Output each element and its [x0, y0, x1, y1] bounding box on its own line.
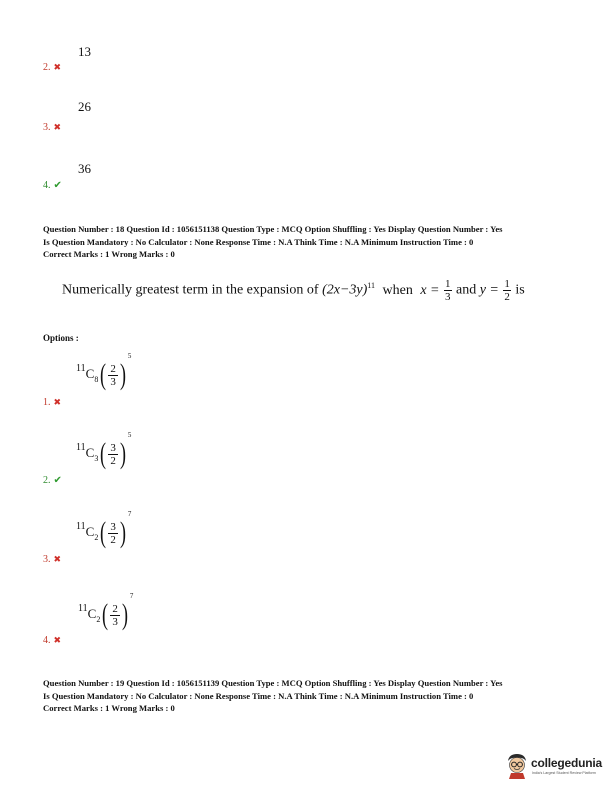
question-meta	[43, 677, 583, 715]
left-paren: (	[100, 437, 107, 471]
combination-c: C	[85, 524, 95, 539]
is-word: is	[515, 282, 525, 298]
option-number-label: 2.	[43, 475, 51, 486]
option-number-label: 3.	[43, 554, 51, 565]
cross-icon: ✖	[53, 636, 62, 646]
option-number	[43, 180, 62, 191]
collegedunia-logo	[505, 752, 609, 782]
mascot-icon	[505, 752, 529, 780]
cross-icon: ✖	[53, 555, 62, 565]
combination-c: C	[87, 606, 97, 621]
option-fraction	[108, 521, 118, 546]
options-label: Options :	[43, 333, 79, 343]
option-number	[43, 62, 61, 73]
left-paren: (	[100, 358, 107, 392]
fraction-numerator: 2	[112, 602, 118, 615]
fraction-numerator: 3	[110, 441, 116, 454]
y-variable: y =	[479, 282, 499, 298]
power-exponent: 5	[127, 431, 132, 439]
logo-tagline: India's Largest Student Review Platform	[532, 771, 596, 775]
power-exponent: 5	[127, 352, 132, 360]
right-paren: )	[121, 598, 128, 632]
fraction-numerator: 3	[110, 520, 116, 533]
y-denominator: 2	[504, 291, 510, 303]
option-expression	[76, 431, 131, 469]
combination-r: 3	[94, 454, 99, 463]
combination-c: C	[85, 366, 95, 381]
binomial: (2x−3y)	[322, 282, 368, 298]
option-fraction	[110, 603, 120, 628]
combination-r: 2	[96, 615, 101, 624]
fraction-denominator: 2	[110, 533, 116, 546]
logo-name: collegedunia	[531, 756, 602, 770]
cross-icon: ✖	[53, 123, 62, 133]
combination-n: 11	[76, 442, 86, 453]
and-word: and	[456, 282, 477, 298]
x-numerator: 1	[445, 278, 451, 290]
cross-icon: ✖	[53, 63, 62, 73]
question-meta	[43, 223, 583, 261]
option-number	[43, 122, 61, 133]
option-fraction	[108, 363, 118, 388]
option-number	[43, 554, 61, 565]
option-number-label: 2.	[43, 62, 51, 73]
combination-n: 11	[76, 363, 86, 374]
y-fraction	[503, 278, 511, 303]
combination-r: 2	[94, 533, 99, 542]
check-icon: ✔	[53, 475, 62, 486]
combination-n: 11	[78, 603, 88, 614]
x-denominator: 3	[445, 291, 451, 303]
answer-text: 36	[78, 161, 91, 176]
meta-line: Question Number : 18 Question Id : 1056151138 Question Type : MCQ Option Shuffling : Yes Display Question Number : Yes	[43, 224, 503, 234]
fraction-denominator: 3	[112, 615, 118, 628]
fraction-denominator: 2	[110, 454, 116, 467]
cross-icon: ✖	[53, 398, 62, 408]
option-number-label: 1.	[43, 397, 51, 408]
y-numerator: 1	[504, 278, 510, 290]
left-paren: (	[102, 598, 109, 632]
answer-text: 13	[78, 44, 91, 59]
option-expression	[76, 510, 131, 548]
right-paren: )	[119, 437, 126, 471]
meta-line: Correct Marks : 1 Wrong Marks : 0	[43, 703, 175, 713]
combination-r: 8	[94, 375, 99, 384]
option-number	[43, 397, 61, 408]
option-expression	[76, 352, 131, 390]
option-number-label: 4.	[43, 180, 51, 191]
meta-line: Is Question Mandatory : No Calculator : None Response Time : N.A Think Time : N.A Minimum Instruction Time : 0	[43, 236, 474, 247]
fraction-denominator: 3	[110, 375, 116, 388]
question-prefix: Numerically greatest term in the expansion of	[62, 282, 319, 298]
check-icon: ✔	[53, 180, 62, 191]
combination-n: 11	[76, 521, 86, 532]
meta-line: Is Question Mandatory : No Calculator : None Response Time : N.A Think Time : N.A Minimum Instruction Time : 0	[43, 690, 474, 701]
option-number-label: 3.	[43, 122, 51, 133]
binomial-exponent: 11	[367, 281, 375, 291]
option-number	[43, 475, 62, 486]
meta-line: Correct Marks : 1 Wrong Marks : 0	[43, 249, 175, 259]
question-text	[62, 278, 525, 303]
combination-c: C	[85, 445, 95, 460]
x-fraction	[444, 278, 452, 303]
when-word: when	[382, 282, 413, 298]
x-variable: x =	[420, 282, 440, 298]
option-fraction	[108, 442, 118, 467]
option-number-label: 4.	[43, 635, 51, 646]
option-expression	[78, 592, 133, 630]
answer-text: 26	[78, 99, 91, 114]
meta-line: Question Number : 19 Question Id : 1056151139 Question Type : MCQ Option Shuffling : Yes Display Question Number : Yes	[43, 678, 503, 688]
left-paren: (	[100, 516, 107, 550]
option-number	[43, 635, 61, 646]
right-paren: )	[119, 516, 126, 550]
power-exponent: 7	[129, 592, 134, 600]
fraction-numerator: 2	[110, 362, 116, 375]
power-exponent: 7	[127, 510, 132, 518]
right-paren: )	[119, 358, 126, 392]
